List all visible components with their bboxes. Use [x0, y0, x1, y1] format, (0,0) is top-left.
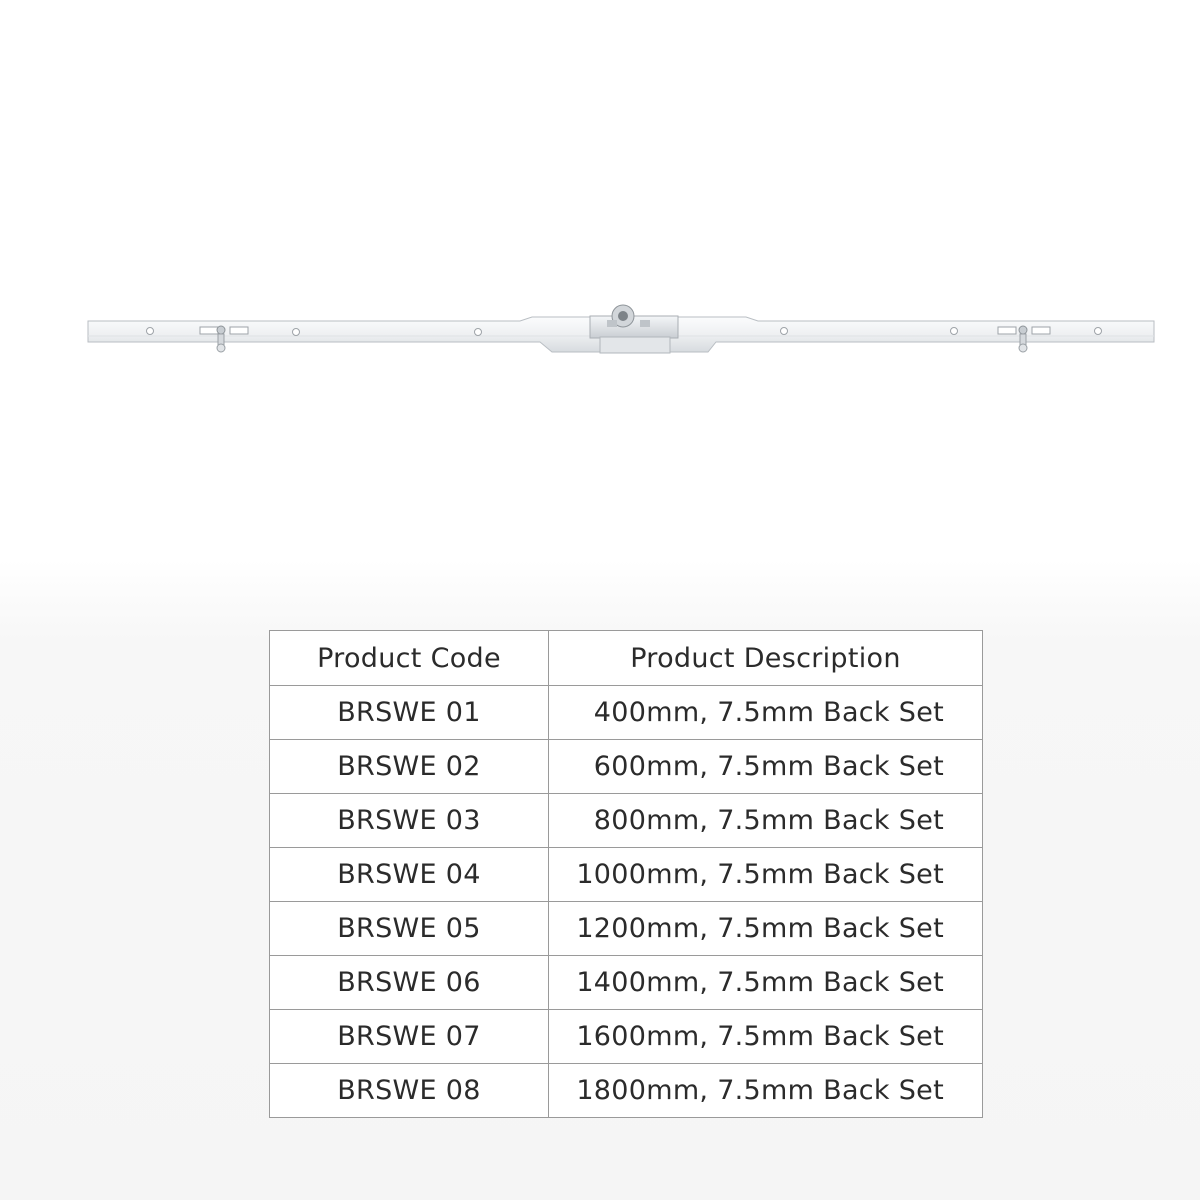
product-code-cell: BRSWE 02: [270, 740, 549, 794]
product-code-cell: BRSWE 05: [270, 902, 549, 956]
header-product-description: Product Description: [549, 631, 983, 686]
product-description-cell: 1400mm, 7.5mm Back Set: [549, 956, 983, 1010]
table-row: [270, 740, 983, 794]
table-header-row: [270, 631, 983, 686]
product-description-cell: 1200mm, 7.5mm Back Set: [549, 902, 983, 956]
product-code-cell: BRSWE 08: [270, 1064, 549, 1118]
table-row: [270, 1010, 983, 1064]
table-row: [270, 1064, 983, 1118]
table-row: [270, 686, 983, 740]
espagnolette-bar-image: [80, 290, 1160, 370]
product-description-cell: 600mm, 7.5mm Back Set: [549, 740, 983, 794]
product-description-cell: 1600mm, 7.5mm Back Set: [549, 1010, 983, 1064]
product-code-cell: BRSWE 03: [270, 794, 549, 848]
product-description-cell: 1800mm, 7.5mm Back Set: [549, 1064, 983, 1118]
product-description-cell: 400mm, 7.5mm Back Set: [549, 686, 983, 740]
product-description-cell: 1000mm, 7.5mm Back Set: [549, 848, 983, 902]
product-code-cell: BRSWE 04: [270, 848, 549, 902]
table-row: [270, 956, 983, 1010]
table-row: [270, 848, 983, 902]
product-spec-table: [269, 630, 983, 1118]
gearbox: [590, 305, 678, 353]
table-row: [270, 902, 983, 956]
product-code-cell: BRSWE 06: [270, 956, 549, 1010]
header-product-code: Product Code: [270, 631, 549, 686]
product-code-cell: BRSWE 07: [270, 1010, 549, 1064]
product-description-cell: 800mm, 7.5mm Back Set: [549, 794, 983, 848]
product-code-cell: BRSWE 01: [270, 686, 549, 740]
table-row: [270, 794, 983, 848]
